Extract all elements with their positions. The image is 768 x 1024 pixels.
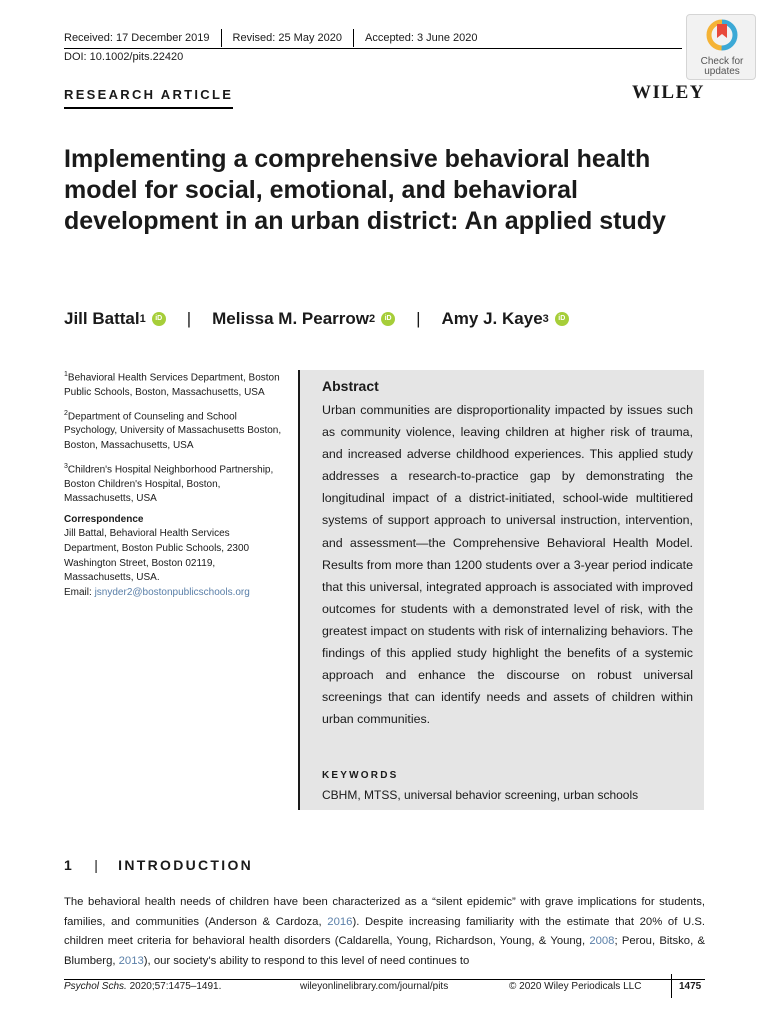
check-for-updates-badge[interactable] <box>686 14 756 80</box>
article-dates <box>64 29 478 47</box>
article-type-label: RESEARCH ARTICLE <box>64 87 233 109</box>
abstract-heading: Abstract <box>322 378 379 394</box>
email-label: Email: <box>64 586 92 598</box>
orcid-icon[interactable]: iD <box>381 312 395 326</box>
author-affiliation-mark: 2 <box>368 313 376 325</box>
affiliation: $^2$Department of Counseling and School Psychology, University of Massachusetts Boston, Boston, Massachusetts, USA <box>64 409 282 452</box>
page-number: 1475 <box>679 981 702 992</box>
accepted-date: Accepted: 3 June 2020 <box>364 32 478 44</box>
author-name[interactable]: Amy J. Kaye <box>441 309 543 328</box>
publisher-logo: WILEY <box>632 82 705 103</box>
affiliations <box>64 368 284 600</box>
footer-rule <box>64 979 705 980</box>
correspondence-email <box>64 586 284 601</box>
citation-link[interactable]: 2008 <box>589 935 615 947</box>
author-separator: | <box>186 309 192 328</box>
orcid-icon[interactable]: iD <box>555 312 569 326</box>
correspondence-text: Jill Battal, Behavioral Health Services Department, Boston Public Schools, 2300 Washington Street, Boston 02119, Massachusetts, USA. <box>64 528 250 584</box>
author-list <box>64 309 569 329</box>
abstract-text: Urban communities are disproportionality impacted by issues such as community violence, leaving children at higher risk of trauma, and increased adverse childhood experiences. This applied study addresses a research-to-practice gap by demonstrating the longitudinal impact of a district-initiated, school-wide multitiered systems of support approach to universal instruction, intervention, and assessment—the Comprehensive Behavioral Health Model. Results from more than 1200 students over a 3-year period indicate that this universal, integrated approach is associated with improved outcomes for students with a demonstrated level of risk, with the greatest impact on students with risk of internalizing behaviors. The findings of this applied study highlight the benefits of a systemic approach and enhance the discourse on robust universal screenings that can identify needs and assets of children within urban communities. <box>322 403 693 727</box>
date-divider <box>221 29 222 47</box>
correspondence-heading: Correspondence <box>64 513 144 525</box>
section-heading <box>64 857 253 873</box>
volume-pages: 2020;57:1475–1491. <box>129 981 222 992</box>
affiliation: $^3$Children's Hospital Neighborhood Partnership, Boston Children's Hospital, Boston, Massachusetts, USA <box>64 462 274 505</box>
author-name[interactable]: Melissa M. Pearrow <box>212 309 369 328</box>
badge-text: Check for <box>700 56 744 67</box>
keywords: CBHM, MTSS, universal behavior screening, urban schools <box>322 788 639 802</box>
journal-url[interactable]: wileyonlinelibrary.com/journal/pits <box>300 981 449 992</box>
keywords-heading: KEYWORDS <box>322 770 399 781</box>
citation-link[interactable]: 2016 <box>327 915 353 928</box>
footer-divider <box>671 974 672 998</box>
article-title: Implementing a comprehensive behavioral health model for social, emotional, and behavioral development in an urban district: An applied study <box>64 145 666 235</box>
date-divider <box>353 29 354 47</box>
doi[interactable]: DOI: 10.1002/pits.22420 <box>64 51 184 63</box>
author-separator: | <box>416 309 421 328</box>
author-name[interactable]: Jill Battal <box>64 309 140 328</box>
journal-abbrev: Psychol Schs. <box>64 981 127 992</box>
author-affiliation-mark: 1 <box>139 313 146 325</box>
footer-citation <box>64 981 221 992</box>
citation-link[interactable]: 2013 <box>118 954 144 967</box>
header-rule <box>64 48 682 49</box>
crossmark-icon <box>706 19 738 51</box>
affiliation: $^1$Behavioral Health Services Department, Boston Public Schools, Boston, Massachusetts, USA <box>64 371 280 398</box>
received-date: Received: 17 December 2019 <box>64 32 210 44</box>
revised-date: Revised: 25 May 2020 <box>232 32 342 44</box>
section-number: 1 <box>64 857 75 873</box>
orcid-icon[interactable]: iD <box>152 312 166 326</box>
section-title: INTRODUCTION <box>118 857 254 873</box>
body-paragraph: The behavioral health needs of children have been characterized as a “silent epidemic” with grave implications for students, families, and communities (Anderson & Cardoza, 2016). Despite increasing familiarity with the estimate that 20% of U.S. children meet criteria for behavioral health disorders (Caldarella, Young, Richardson, Young, & Young, 2008; Perou, Bitsko, & Blumberg, 2013), our society's ability to respond to this level of need continues to <box>64 896 706 967</box>
badge-text: updates <box>704 66 740 77</box>
author-affiliation-mark: 3 <box>542 313 549 325</box>
email-link[interactable]: jsnyder2@bostonpublicschools.org <box>94 586 250 598</box>
copyright: © 2020 Wiley Periodicals LLC <box>509 981 642 992</box>
section-separator: | <box>94 857 98 873</box>
